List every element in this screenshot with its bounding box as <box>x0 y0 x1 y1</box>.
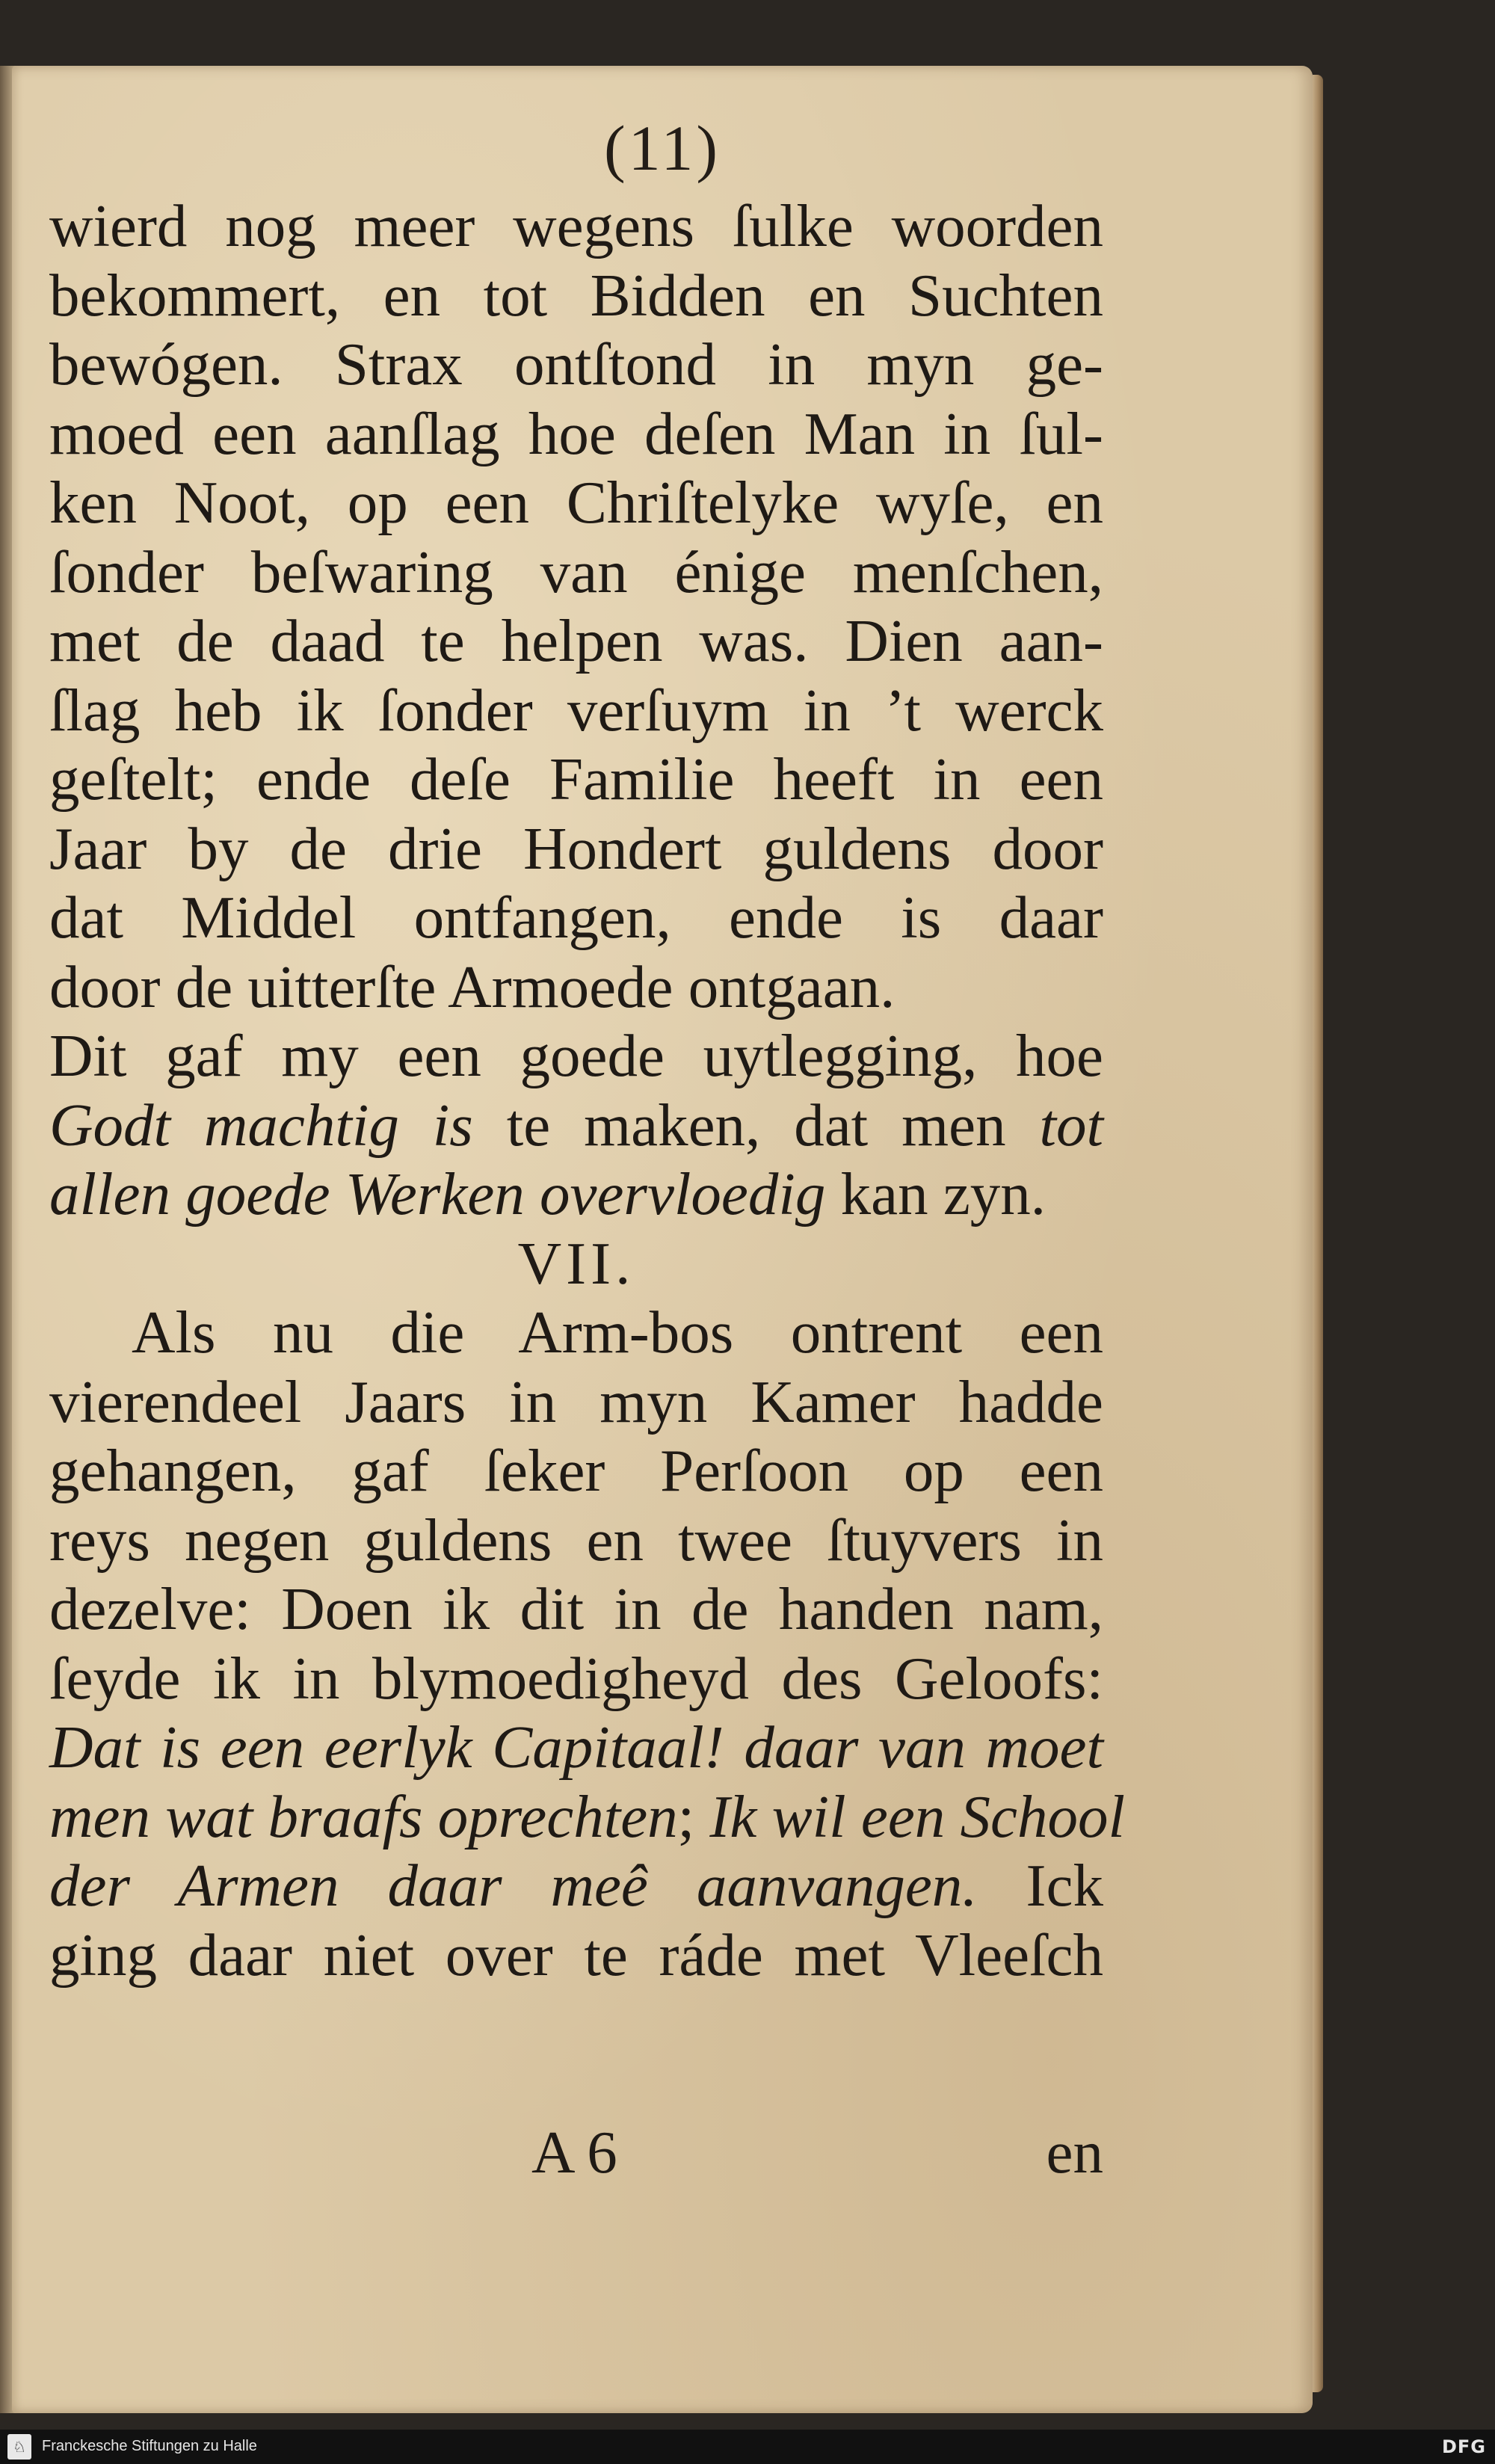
text-line <box>49 330 1103 399</box>
text-run: ging daar niet over te ráde met Vleeſch <box>49 1921 1103 1989</box>
library-logo-icon: ♘ <box>7 2434 31 2460</box>
page-text <box>49 191 1125 1989</box>
text-run: gehangen, gaf ſeker Perſoon op een <box>49 1437 1103 1504</box>
text-run: Dit gaf my een goede uytlegging, hoe <box>49 1022 1103 1089</box>
text-run: met de daad te helpen was. Dien aan- <box>49 607 1103 674</box>
text-run: ſlag heb ik ſonder verſuym in ’t werck <box>49 676 1103 744</box>
text-run: bekommert, en tot Bidden en Suchten <box>49 261 1103 329</box>
text-line <box>49 1851 1103 1921</box>
text-line <box>49 1574 1103 1644</box>
text-run: moed een aanſlag hoe deſen Man in ſul- <box>49 399 1103 467</box>
text-line <box>49 952 1103 1022</box>
italic-text: allen goede Werken overvloedig <box>49 1160 826 1228</box>
text-run: ken Noot, op een Chriſtelyke wyſe, en <box>49 469 1103 536</box>
text-run: kan zyn. <box>825 1160 1046 1228</box>
book-page <box>12 66 1313 2413</box>
text-run: dezelve: Doen ik dit in de handen nam, <box>49 1575 1103 1642</box>
text-run: bewógen. Strax ontſtond in myn ge- <box>49 330 1103 398</box>
italic-text: Ik wil een School <box>709 1782 1125 1850</box>
text-line <box>49 1713 1103 1782</box>
text-run: geſtelt; ende deſe Familie heeft in een <box>49 745 1103 813</box>
text-line <box>49 468 1103 538</box>
italic-text: men wat braafs oprechten <box>49 1782 678 1850</box>
text-line <box>49 1782 1125 1852</box>
italic-text: Godt machtig is <box>49 1091 473 1159</box>
signature-mark: A 6 <box>531 2119 617 2186</box>
text-run: door de uitterſte Armoede ontgaan. <box>49 952 896 1020</box>
text-run: Als nu die Arm-bos ontrent een <box>132 1299 1103 1366</box>
text-line <box>49 1298 1103 1367</box>
page-footer <box>49 2118 1103 2185</box>
text-line <box>49 1506 1103 1575</box>
text-line <box>49 883 1103 952</box>
text-line <box>49 1644 1103 1713</box>
text-line <box>49 745 1103 814</box>
section-heading <box>49 1229 1103 1299</box>
text-line <box>49 1021 1103 1091</box>
text-line <box>49 814 1103 884</box>
page-edge <box>1313 75 1323 2392</box>
text-line <box>49 538 1103 607</box>
text-run: Ick <box>977 1852 1103 1919</box>
italic-text: Dat is een eerlyk Capitaal! daar van moet <box>49 1713 1103 1781</box>
text-line <box>49 399 1103 469</box>
italic-text: tot <box>1039 1091 1104 1159</box>
text-run: ſeyde ik in blymoedigheyd des Geloofs: <box>49 1644 1103 1712</box>
dfg-logo: DFG <box>1441 2436 1486 2457</box>
text-run: te maken, dat men <box>472 1091 1040 1159</box>
text-run: dat Middel ontfangen, ende is daar <box>49 884 1103 951</box>
text-run: vierendeel Jaars in myn Kamer hadde <box>49 1367 1103 1435</box>
text-line <box>49 1367 1103 1437</box>
text-run: reys negen guldens en twee ſtuyvers in <box>49 1506 1103 1574</box>
text-line <box>49 606 1103 676</box>
text-run: ; <box>677 1782 710 1850</box>
text-run: VII. <box>517 1229 635 1297</box>
text-line <box>49 1921 1103 1990</box>
text-line <box>49 676 1103 745</box>
text-line <box>49 1091 1103 1160</box>
library-name: Franckesche Stiftungen zu Halle <box>42 2438 257 2454</box>
text-line <box>49 1159 1103 1229</box>
catchword: en <box>1046 2119 1103 2186</box>
text-line <box>49 261 1103 330</box>
text-run: Jaar by de drie Hondert guldens door <box>49 814 1103 882</box>
text-line <box>49 191 1103 261</box>
page-number: (11) <box>603 112 721 184</box>
italic-text: der Armen daar meê aanvangen. <box>49 1852 978 1919</box>
text-run: wierd nog meer wegens ſulke woorden <box>49 192 1103 259</box>
text-line <box>49 1436 1103 1506</box>
text-run: ſonder beſwaring van énige menſchen, <box>49 538 1103 606</box>
footer-bar <box>0 2430 1495 2464</box>
